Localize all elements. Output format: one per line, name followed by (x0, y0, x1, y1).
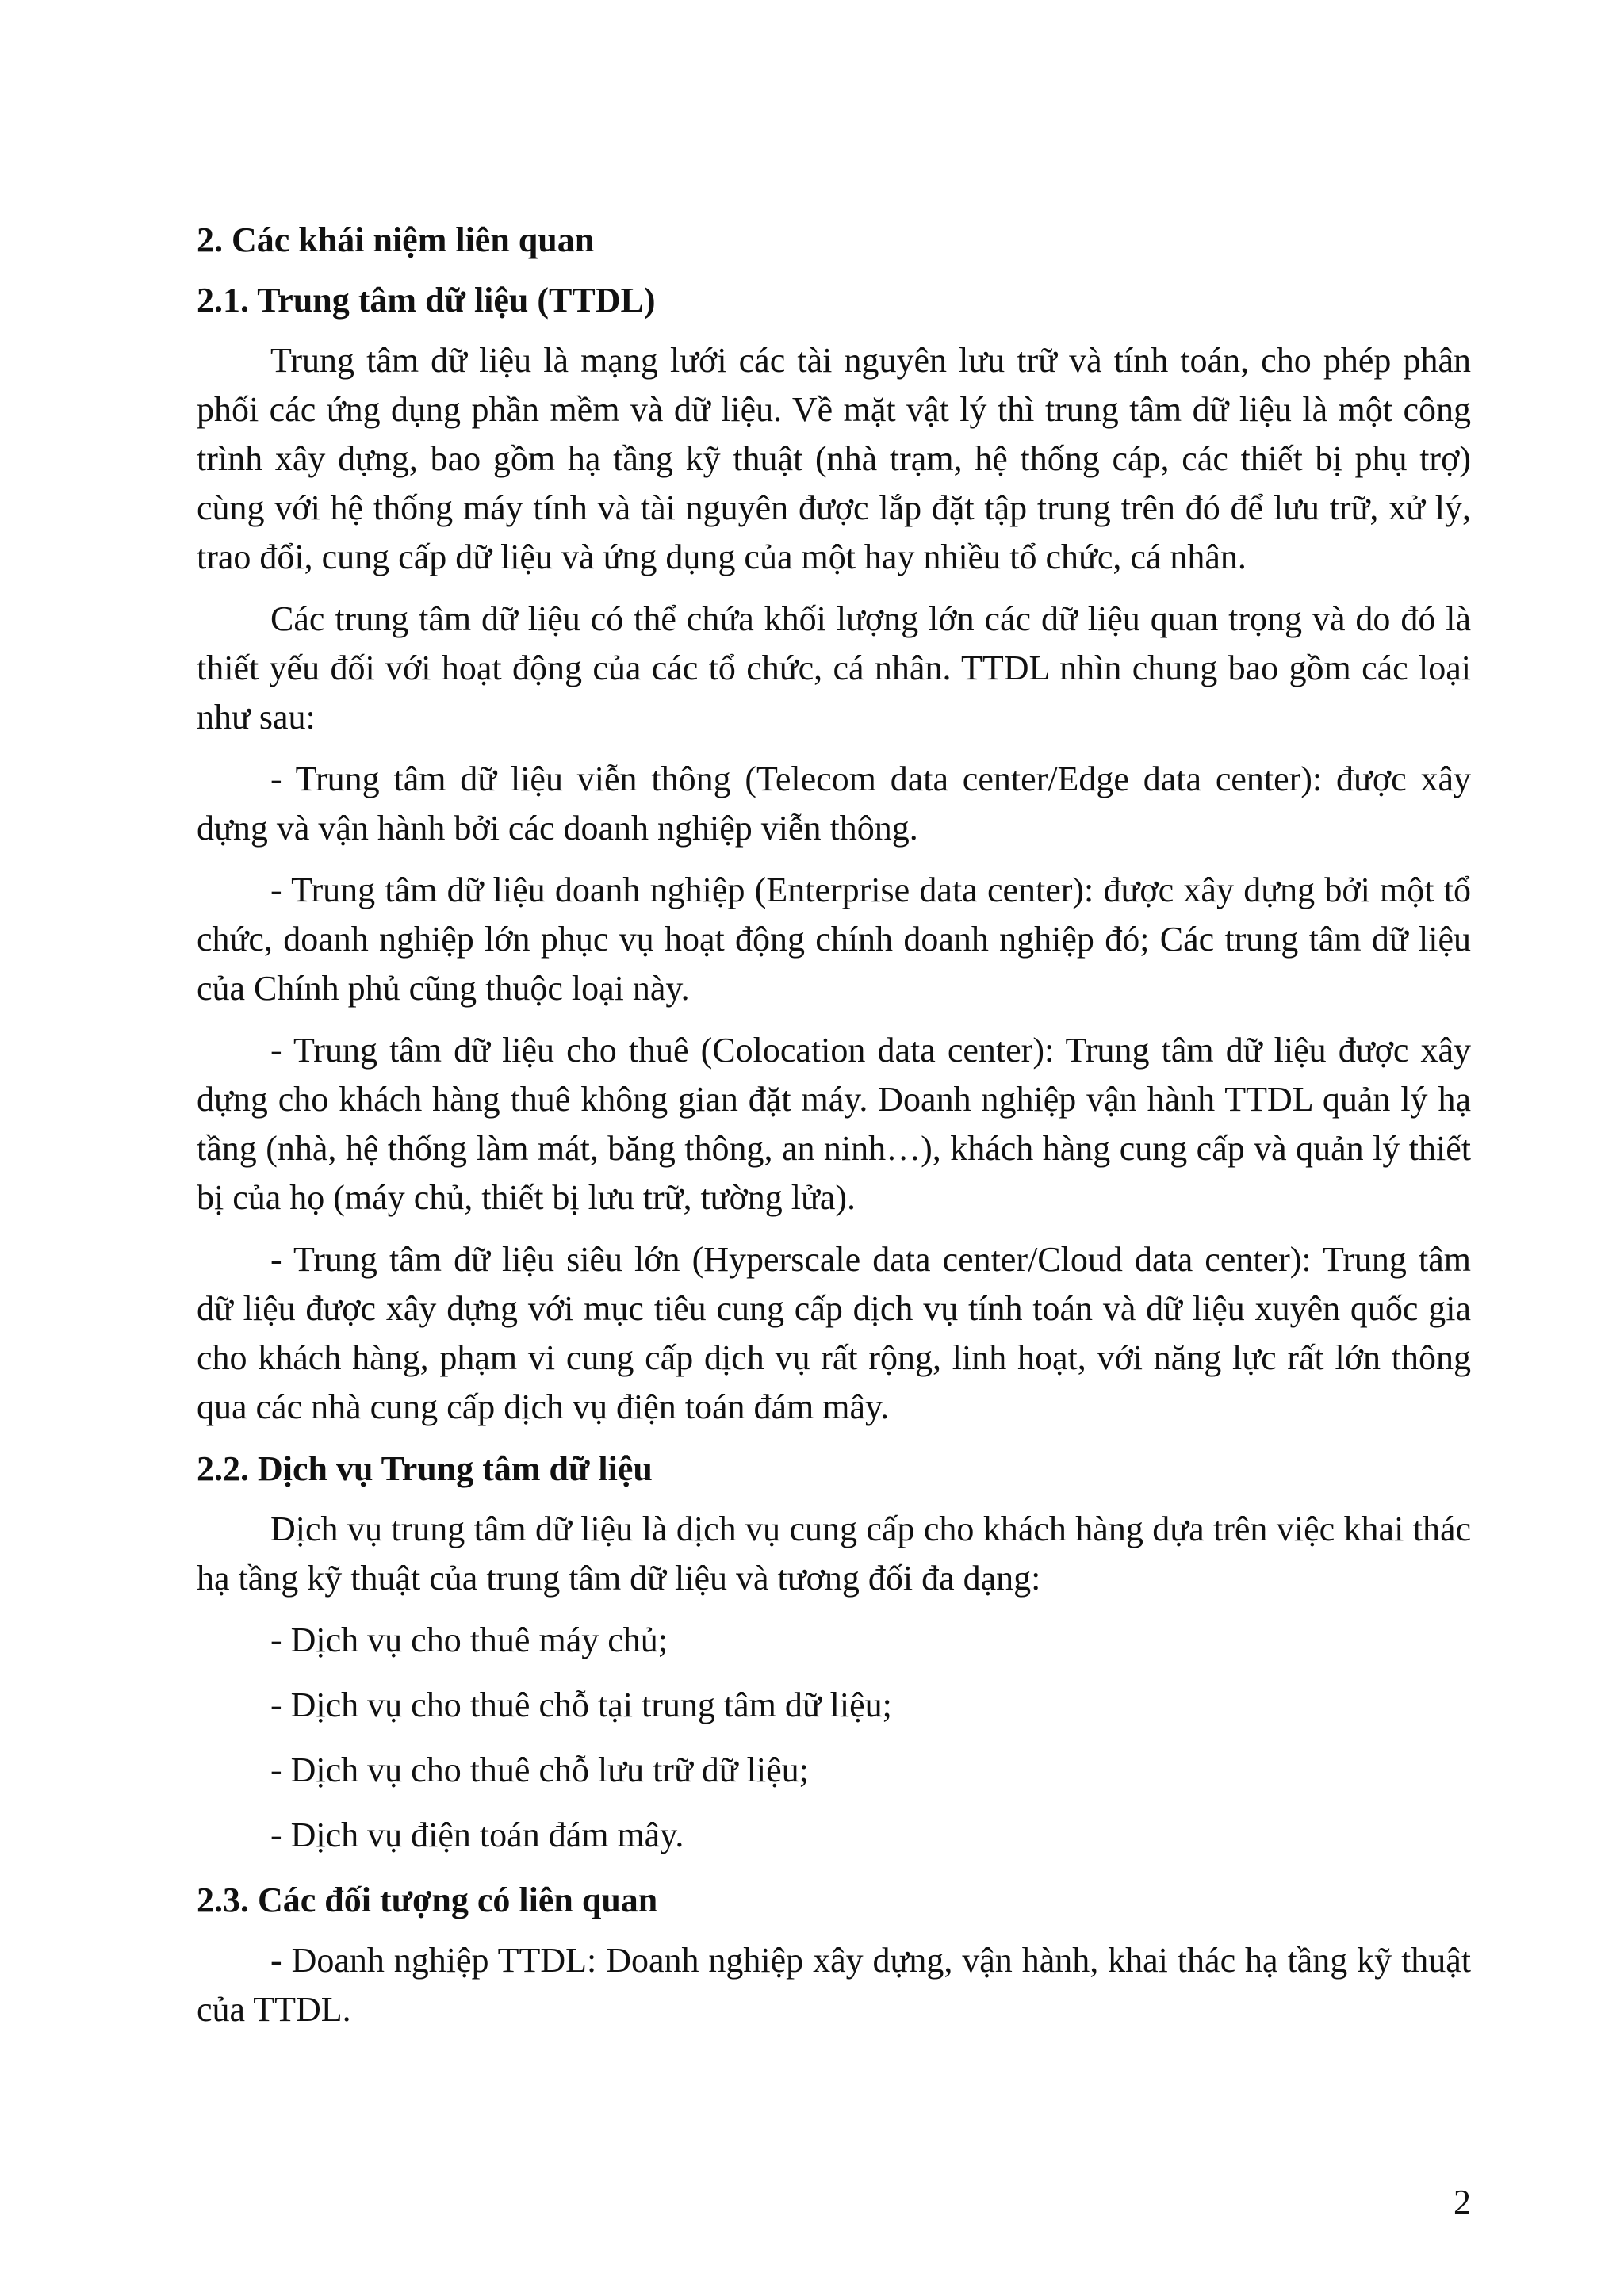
section-heading-2-2: 2.2. Dịch vụ Trung tâm dữ liệu (197, 1449, 653, 1488)
section-heading-2-1: 2.1. Trung tâm dữ liệu (TTDL) (197, 281, 656, 320)
paragraph-ttdl-enterprise: - Doanh nghiệp TTDL: Doanh nghiệp xây dựng, vận hành, khai thác hạ tầng kỹ thuật của TTDL. (197, 1941, 1471, 2029)
paragraph-telecom-data-center: - Trung tâm dữ liệu viễn thông (Telecom data center/Edge data center): được xây dựng và vận hành bởi các doanh nghiệp viễn thông. (197, 760, 1471, 848)
document-page (197, 216, 1471, 2047)
list-item-space-rental: - Dịch vụ cho thuê chỗ tại trung tâm dữ liệu; (270, 1686, 892, 1724)
paragraph-data-center-services: Dịch vụ trung tâm dữ liệu là dịch vụ cung cấp cho khách hàng dựa trên việc khai thác hạ tầng kỹ thuật của trung tâm dữ liệu và tương đối đa dạng: (197, 1510, 1471, 1598)
section-heading-2-3: 2.3. Các đối tượng có liên quan (197, 1881, 658, 1919)
paragraph-colocation-data-center: - Trung tâm dữ liệu cho thuê (Colocation data center): Trung tâm dữ liệu được xây dựng cho khách hàng thuê không gian đặt máy. Doanh nghiệp vận hành TTDL quản lý hạ tầng (nhà, hệ thống làm mát, băng thông, an ninh…), khách hàng cung cấp và quản lý thiết bị của họ (máy chủ, thiết bị lưu trữ, tường lửa). (197, 1031, 1471, 1217)
list-item-server-rental: - Dịch vụ cho thuê máy chủ; (270, 1621, 668, 1659)
paragraph-enterprise-data-center: - Trung tâm dữ liệu doanh nghiệp (Enterprise data center): được xây dựng bởi một tổ chức, doanh nghiệp lớn phục vụ hoạt động chính doanh nghiệp đó; Các trung tâm dữ liệu của Chính phủ cũng thuộc loại này. (197, 871, 1471, 1008)
paragraph-ttdl-definition: Trung tâm dữ liệu là mạng lưới các tài nguyên lưu trữ và tính toán, cho phép phân phối các ứng dụng phần mềm và dữ liệu. Về mặt vật lý thì trung tâm dữ liệu là một công trình xây dựng, bao gồm hạ tầng kỹ thuật (nhà trạm, hệ thống cáp, các thiết bị phụ trợ) cùng với hệ thống máy tính và tài nguyên được lắp đặt tập trung trên đó để lưu trữ, xử lý, trao đổi, cung cấp dữ liệu và ứng dụng của một hay nhiều tổ chức, cá nhân. (197, 341, 1471, 576)
paragraph-hyperscale-data-center: - Trung tâm dữ liệu siêu lớn (Hyperscale data center/Cloud data center): Trung tâm dữ liệu được xây dựng với mục tiêu cung cấp dịch vụ tính toán và dữ liệu xuyên quốc gia cho khách hàng, phạm vi cung cấp dịch vụ rất rộng, linh hoạt, với năng lực rất lớn thông qua các nhà cung cấp dịch vụ điện toán đám mây. (197, 1240, 1471, 1426)
paragraph-ttdl-types-intro: Các trung tâm dữ liệu có thể chứa khối lượng lớn các dữ liệu quan trọng và do đó là thiết yếu đối với hoạt động của các tổ chức, cá nhân. TTDL nhìn chung bao gồm các loại như sau: (197, 599, 1471, 737)
list-item-cloud-computing: - Dịch vụ điện toán đám mây. (270, 1816, 684, 1854)
section-heading-2: 2. Các khái niệm liên quan (197, 220, 595, 259)
list-item-storage-rental: - Dịch vụ cho thuê chỗ lưu trữ dữ liệu; (270, 1751, 809, 1789)
page-number: 2 (1454, 2183, 1471, 2221)
